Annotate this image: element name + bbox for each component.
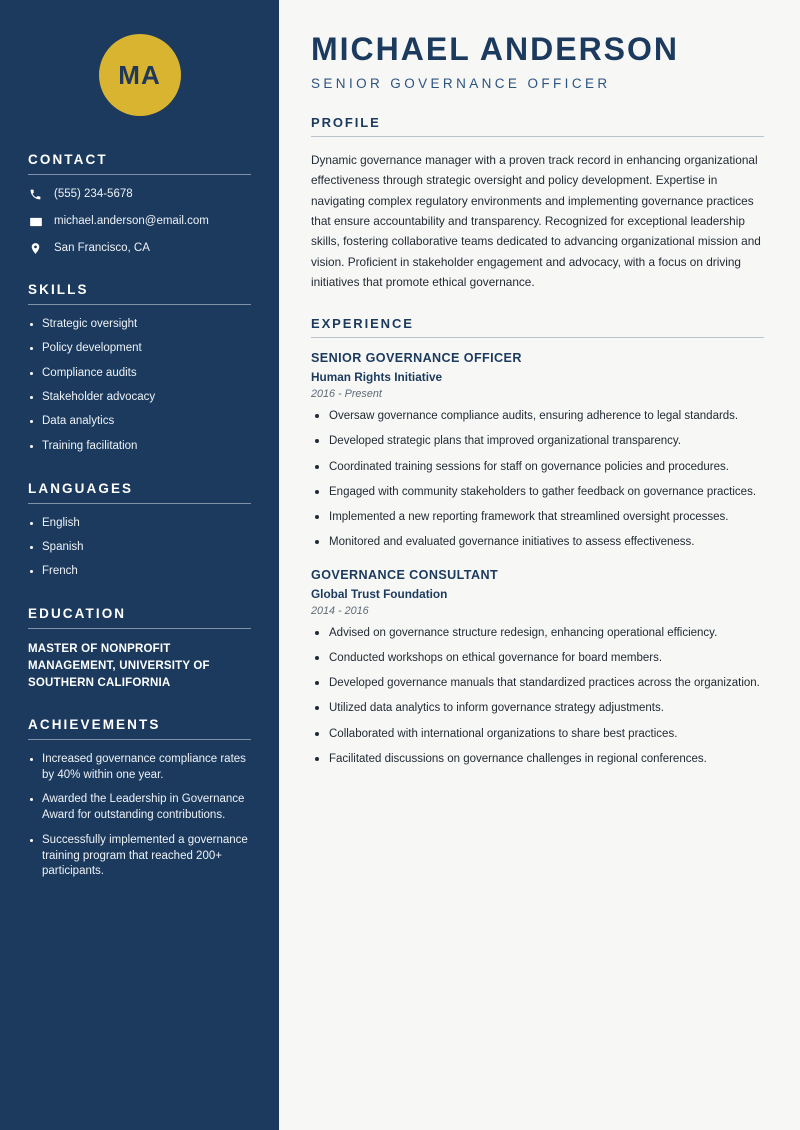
experience-dates: 2016 - Present xyxy=(311,388,382,401)
experience-dates: 2014 - 2016 xyxy=(311,604,369,617)
languages-divider xyxy=(28,503,251,504)
experience-job-title: SENIOR GOVERNANCE OFFICER xyxy=(311,351,522,366)
avatar-container xyxy=(28,0,251,126)
skills-divider xyxy=(28,304,251,305)
experience-heading: EXPERIENCE xyxy=(311,316,414,332)
job-role-subtitle: SENIOR GOVERNANCE OFFICER xyxy=(311,76,611,92)
list-item: Strategic oversight xyxy=(28,317,251,333)
experience-entry xyxy=(311,351,764,400)
education-entry: MASTER OF NONPROFIT MANAGEMENT, UNIVERSITY OF SOUTHERN CALIFORNIA xyxy=(28,643,210,689)
achievements-heading: ACHIEVEMENTS xyxy=(28,717,161,733)
sidebar xyxy=(0,0,279,1130)
experience-bullets xyxy=(311,408,764,552)
list-item: Successfully implemented a governance training program that reached 200+ participants. xyxy=(28,833,251,881)
list-item: Collaborated with international organizations to share best practices. xyxy=(311,726,764,743)
avatar: MA xyxy=(99,34,181,116)
contact-divider xyxy=(28,174,251,175)
skills-list xyxy=(28,317,251,455)
section-profile xyxy=(311,115,764,292)
list-item: Implemented a new reporting framework that streamlined oversight processes. xyxy=(311,509,764,526)
list-item: Training facilitation xyxy=(28,439,251,455)
contact-item-phone[interactable] xyxy=(28,187,251,202)
list-item: Coordinated training sessions for staff on governance policies and procedures. xyxy=(311,459,764,476)
contact-location-value: San Francisco, CA xyxy=(54,242,150,255)
sidebar-section-achievements xyxy=(28,717,251,880)
location-pin-icon xyxy=(28,241,43,256)
phone-icon xyxy=(28,187,43,202)
list-item: Conducted workshops on ethical governance for board members. xyxy=(311,650,764,667)
experience-bullets xyxy=(311,625,764,769)
list-item: Developed governance manuals that standardized practices across the organization. xyxy=(311,675,764,692)
list-item: Utilized data analytics to inform governance strategy adjustments. xyxy=(311,700,764,717)
experience-divider xyxy=(311,337,764,338)
contact-heading: CONTACT xyxy=(28,152,108,167)
profile-heading: PROFILE xyxy=(311,115,381,131)
list-item: Policy development xyxy=(28,341,251,357)
list-item: Developed strategic plans that improved organizational transparency. xyxy=(311,433,764,450)
list-item: Compliance audits xyxy=(28,366,251,382)
profile-divider xyxy=(311,136,764,137)
envelope-icon xyxy=(28,214,43,229)
list-item: Advised on governance structure redesign, enhancing operational efficiency. xyxy=(311,625,764,642)
experience-entry xyxy=(311,568,764,617)
sidebar-section-languages xyxy=(28,481,251,581)
contact-phone-value: (555) 234-5678 xyxy=(54,188,133,201)
languages-list xyxy=(28,516,251,581)
education-divider xyxy=(28,628,251,629)
sidebar-section-education xyxy=(28,606,251,691)
list-item: Increased governance compliance rates by 40% within one year. xyxy=(28,752,251,784)
list-item: Facilitated discussions on governance challenges in regional conferences. xyxy=(311,751,764,768)
experience-company: Human Rights Initiative xyxy=(311,370,443,385)
main-content xyxy=(279,0,800,1130)
experience-job-title: GOVERNANCE CONSULTANT xyxy=(311,567,499,582)
list-item: Oversaw governance compliance audits, ensuring adherence to legal standards. xyxy=(311,408,764,425)
contact-email-value: michael.anderson@email.com xyxy=(54,215,209,228)
experience-company: Global Trust Foundation xyxy=(311,586,448,601)
page-title: MICHAEL ANDERSON xyxy=(311,31,680,67)
list-item: Spanish xyxy=(28,540,251,556)
contact-item-location[interactable] xyxy=(28,241,251,256)
list-item: English xyxy=(28,516,251,532)
profile-text: Dynamic governance manager with a proven track record in enhancing organizational effectiveness through strategic oversight and policy development. Expertise in navigating complex regulatory environments and implementing governance practices that ensure accountability and transparency. Recognized for exceptional leadership skills, fostering collaborative teams dedicated to advancing organizational mission and vision. Proficient in stakeholder engagement and advocacy, with a focus on driving initiatives that promote ethical governance. xyxy=(311,153,761,289)
education-heading: EDUCATION xyxy=(28,606,127,622)
list-item: Data analytics xyxy=(28,414,251,430)
languages-heading: LANGUAGES xyxy=(28,480,134,496)
contact-item-email[interactable] xyxy=(28,214,251,229)
list-item: Engaged with community stakeholders to gather feedback on governance practices. xyxy=(311,484,764,501)
sidebar-section-contact xyxy=(28,152,251,256)
achievements-divider xyxy=(28,739,251,740)
section-experience xyxy=(311,316,764,768)
skills-heading: SKILLS xyxy=(28,282,89,297)
achievements-list xyxy=(28,752,251,880)
list-item: Stakeholder advocacy xyxy=(28,390,251,406)
sidebar-section-skills xyxy=(28,282,251,455)
list-item: French xyxy=(28,564,251,580)
list-item: Awarded the Leadership in Governance Award for outstanding contributions. xyxy=(28,792,251,824)
list-item: Monitored and evaluated governance initiatives to assess effectiveness. xyxy=(311,534,764,551)
